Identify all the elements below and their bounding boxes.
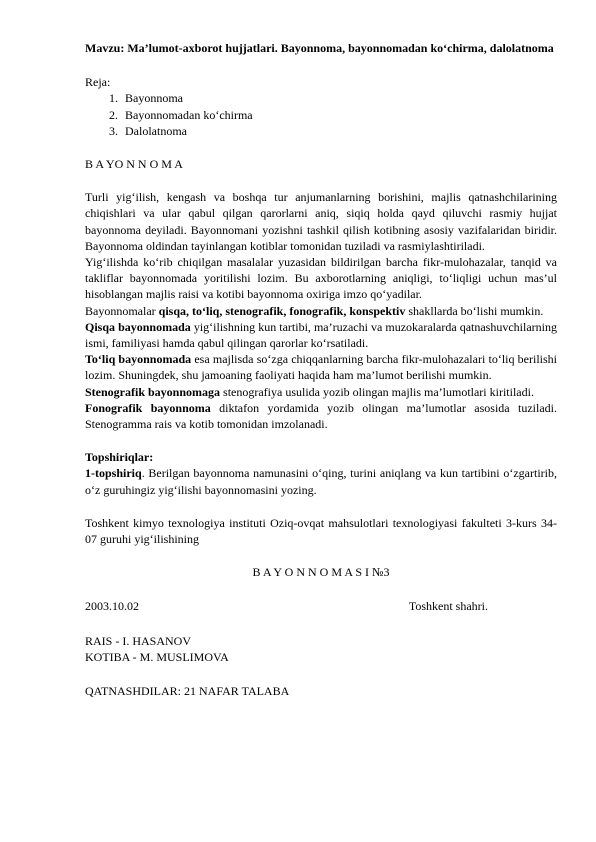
bold-term: To‘liq bayonnomada [85,352,192,367]
task-1-label: 1-topshiriq [85,466,142,481]
signers [85,633,557,665]
section-heading: B A YO N N O M A [85,157,183,172]
task-1-text: . Berilgan bayonnoma namunasini o‘qing, turini aniqlang va kun tartibini o‘zgartirib, o‘z guruhingiz yig‘ilishi bayonnomasini yozing. [85,466,557,497]
body-text [85,189,557,432]
text-segment: stenografiya usulida yozib olingan majlis ma’lumotlari kiritiladi. [220,384,534,399]
body-paragraph [85,319,557,351]
tasks-section [85,449,557,498]
task-1 [85,465,557,497]
plan-item: 1. Bayonnoma [121,90,557,106]
sample-date: 2003.10.02 [85,599,139,614]
body-paragraph [85,189,557,254]
date-place-row [85,598,557,614]
text-segment: esa majlisda so‘zga chiqqanlarning barcha fikr-mulohazalari to‘liq berilishi lozim. Shuningdek, shu jamoaning faoliyati haqida ham ma’lumot berilishi mumkin. [85,352,558,383]
bold-term: Fonografik bayonnoma [85,400,211,415]
secretary-line: KOTIBA - M. MUSLIMOVA [85,649,229,664]
topic-heading: Mavzu: Ma’lumot-axborot hujjatlari. Bayonnoma, bayonnomadan ko‘chirma, dalolatnoma [85,41,554,55]
bold-term: Stenografik bayonnomaga [85,384,221,399]
plan-item: 2. Bayonnomadan ko‘chirma [121,107,557,123]
text-segment: shakllarda bo‘lishi mumkin. [405,303,544,318]
text-segment: Bayonnomalar [85,303,159,318]
chair-line: RAIS - I. HASANOV [85,633,192,648]
plan-label: Reja: [85,75,111,90]
body-paragraph [85,351,557,383]
text-segment: Turli yig‘ilish, kengash va boshqa tur anjumanlarning borishini, majlis qatnashchilarining chiqishlari va ular qabul qilgan qarorlarni aniq, siqiq holda qayd qiluvchi rasmiy hujjat bayonnoma deyiladi. Bayonnomani yozishni tashkil qilish kotibning asosiy vazifalaridan biridir. Bayonnoma oldindan tayinlangan kotiblar tomonidan tuziladi va rasmiylashtiriladi. [85,190,557,253]
sample-intro-text: Toshkent kimyo texnologiya instituti Oziq-ovqat mahsulotlari texnologiyasi fakulteti 3-kurs 34-07 guruhi yig‘ilishining [85,515,557,547]
bold-term: qisqa, to‘liq, stenografik, fonografik, konspektiv [158,303,406,318]
sample-place: Toshkent shahri. [408,599,488,614]
body-paragraph [85,254,557,303]
text-segment: diktafon yordamida yozib olingan ma’lumotlar asosida tuziladi. Stenogramma rais va kotib tomonidan imzolanadi. [85,400,557,432]
body-paragraph [85,303,557,319]
text-segment: yig‘ilishning kun tartibi, ma’ruzachi va muzokaralarda qatnashuvchilarning ismi, familiyasi hamda qabul qilingan qarorlar ko‘rsatiladi. [85,319,558,351]
plan-item: 3. Dalolatnoma [121,123,557,139]
plan-list [85,90,557,139]
body-paragraph [85,384,557,400]
body-paragraph [85,400,557,432]
bold-term: Qisqa bayonnomada [85,319,191,334]
text-segment: Yig‘ilishda ko‘rib chiqilgan masalalar yuzasidan bildirilgan barcha fikr-mulohazalar, tanqid va takliflar bayonnomada yoritilishi lozim. Bu axborotlarning aniqligi, to‘liqligi uchun mas’ul hisoblangan majlis raisi va kotibi bayonnoma oxiriga imzo qo‘yadilar. [85,255,557,302]
attendees-line: QATNASHDILAR: 21 NAFAR TALABA [85,684,290,699]
sample-intro [85,515,557,547]
tasks-heading: Topshiriqlar: [85,450,154,465]
sample-title: B A Y O N N O M A S I №3 [252,565,390,580]
